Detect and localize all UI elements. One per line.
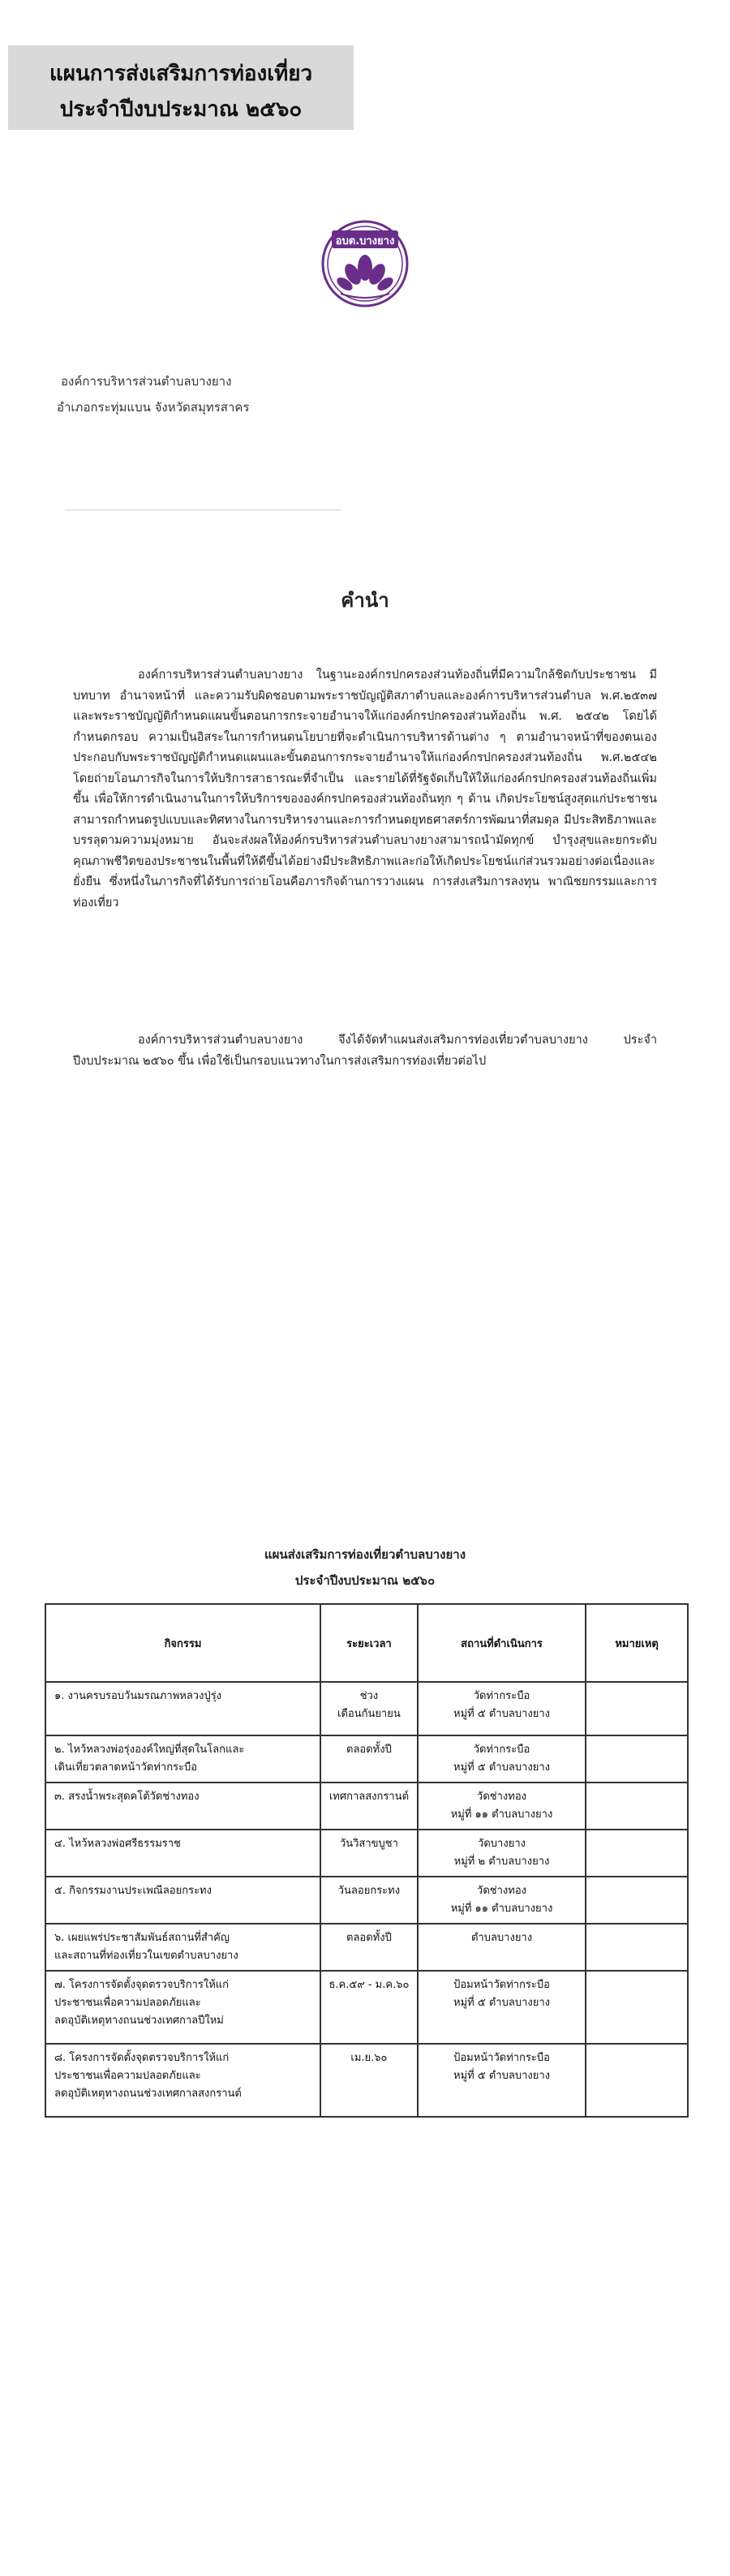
cell-activity-line: ลดอุบัติเหตุทางถนนช่วงเทศกาลสงกรานต์ [54, 2088, 242, 2100]
foreword-paragraph-1 [73, 665, 657, 914]
cell-activity [45, 1924, 320, 1971]
plan-table [45, 1603, 689, 2118]
cell-note [586, 1682, 688, 1735]
cell-activity [45, 1735, 320, 1783]
plan-title: แผนส่งเสริมการท่องเที่ยวตำบลบางยาง [264, 1547, 466, 1562]
cell-activity-line: ๕. กิจกรรมงานประเพณีลอยกระทง [54, 1885, 212, 1897]
cell-period-line: เม.ย.๖๐ [350, 2052, 388, 2064]
cell-activity [45, 1971, 320, 2044]
cell-period-line: ธ.ค.๕๙ - ม.ค.๖๐ [328, 1979, 410, 1991]
table-row [45, 1830, 688, 1877]
cell-place [418, 1682, 586, 1735]
cell-activity [45, 1830, 320, 1877]
cell-note [586, 1971, 688, 2044]
cell-period-line: เดือนกันยายน [337, 1708, 401, 1720]
cell-activity [45, 1877, 320, 1924]
cell-activity-line: ลดอุบัติเหตุทางถนนช่วงเทศกาลปีใหม่ [54, 2015, 224, 2027]
foreword-paragraph-1-text: องค์การบริหารส่วนตำบลบางยาง ในฐานะองค์กรปกครองส่วนท้องถิ่นที่มีความใกล้ชิดกับประชาชน มีบทบาท อำนาจหน้าที่ และความรับผิดชอบตามพระราชบัญญัติสภาตำบลและองค์การบริหารส่วนตำบล พ.ศ.๒๕๓๗ และพระราชบัญญัติกำหนดแผนขั้นตอนการกระจายอำนาจให้แก่องค์กรปกครองส่วนท้องถิ่น พ.ศ. ๒๕๔๒ โดยได้กำหนดกรอบ ความเป็นอิสระในการกำหนดนโยบายที่จะดำเนินการบริหารด้านต่าง ๆ ตามอำนาจหน้าที่ของตนเองประกอบกับพระราชบัญญัติกำหนดแผนและขั้นตอนการกระจายอำนาจให้แก่องค์กรปกครองส่วนท้องถิ่น พ.ศ.๒๕๔๒ โดยถ่ายโอนภารกิจในการให้บริการสาธารณะที่จำเป็น และรายได้ที่รัฐจัดเก็บให้ให้แก่องค์กรปกครองส่วนท้องถิ่นเพิ่มขึ้น เพื่อให้การดำเนินงานในการให้บริการขององค์กรปกครองส่วนท้องถิ่นทุก ๆ ด้าน เกิดประโยชน์สูงสุดแก่ประชาชน สามารถกำหนดรูปแบบและทิศทางในการบริหารงานและการกำหนดยุทธศาสตร์การพัฒนาที่สมดุล มีประสิทธิภาพและบรรลุตามความมุ่งหมาย อันจะส่งผลให้องค์กรบริหารส่วนตำบลบางยางสามารถนำมัดทุกข์ บำรุงสุขและยกระดับคุณภาพชีวิตของประชาชนในพื้นที่ให้ดีขึ้นได้อย่างมีประสิทธิภาพและก่อให้เกิดประโยชน์แก่ส่วนรวมอย่างต่อเนื่องและยั่งยืน ซึ่งหนึ่งในภารกิจที่ได้รับการถ่ายโอนคือภารกิจด้านการวางแผน การส่งเสริมการลงทุน พาณิชยกรรมและการท่องเที่ยว [73, 669, 657, 910]
foreword-title: คำนำ [341, 588, 389, 612]
cell-activity-line: ๓. สรงน้ำพระสุดคโต้วัดช่างทอง [54, 1791, 200, 1803]
cell-period-line: วันลอยกระทง [337, 1885, 401, 1897]
cell-place [418, 1735, 586, 1783]
cell-place-line: วัดท่ากระบือ [473, 1744, 530, 1756]
cell-period [320, 1971, 418, 2044]
plan-table-header-row [45, 1604, 688, 1682]
cell-place [418, 2044, 586, 2117]
cell-place [418, 1783, 586, 1830]
cell-period [320, 1735, 418, 1783]
cell-activity [45, 1783, 320, 1830]
foreword-paragraph-2-text: องค์การบริหารส่วนตำบลบางยาง จึงได้จัดทำแผนส่งเสริมการท่องเที่ยวตำบลบางยาง ประจำปีงบประมาณ ๒๕๖๐ ขึ้น เพื่อใช้เป็นกรอบแนวทางในการส่งเสริมการท่องเที่ยวต่อไป [73, 1034, 657, 1068]
table-row [45, 1924, 688, 1971]
cell-place-line: ป้อมหน้าวัดท่ากระบือ [453, 2052, 550, 2064]
cell-activity [45, 2044, 320, 2117]
table-row [45, 1735, 688, 1783]
cell-period [320, 1877, 418, 1924]
cell-period-line: เทศกาลสงกรานต์ [328, 1791, 410, 1803]
table-row [45, 1971, 688, 2044]
header-period: ระยะเวลา [320, 1604, 418, 1682]
cell-note [586, 1735, 688, 1783]
cell-place-line: หมู่ที่ ๕ ตำบลบางยาง [453, 1708, 550, 1720]
cell-place-line: หมู่ที่ ๒ ตำบลบางยาง [453, 1856, 550, 1868]
foreword-paragraph-2 [73, 1030, 657, 1072]
table-row [45, 2044, 688, 2117]
cell-place [418, 1924, 586, 1971]
cell-period-line: ตลอดทั้งปี [346, 1744, 392, 1756]
cell-period [320, 2044, 418, 2117]
cell-place-line: ป้อมหน้าวัดท่ากระบือ [453, 1979, 550, 1991]
header-activity: กิจกรรม [45, 1604, 320, 1682]
cell-activity-line: ๖. เผยแพร่ประชาสัมพันธ์สถานที่สำคัญ [54, 1932, 230, 1944]
cell-place-line: วัดบางยาง [478, 1838, 526, 1850]
organization-logo-icon [320, 219, 410, 308]
cell-place [418, 1877, 586, 1924]
org-name: องค์การบริหารส่วนตำบลบางยาง [61, 374, 232, 389]
cell-activity-line: เดินเที่ยวตลาดหน้าวัดท่ากระบือ [54, 1761, 198, 1774]
title-banner [8, 45, 354, 130]
cell-activity-line: ๒. ไหว้หลวงพ่อรุ่งองค์ใหญ่ที่สุดในโลกและ [54, 1744, 245, 1756]
cell-activity-line: ๘. โครงการจัดตั้งจุดตรวจบริการให้แก่ [54, 2052, 230, 2064]
cell-place-line: วัดท่ากระบือ [473, 1690, 530, 1702]
table-row [45, 1783, 688, 1830]
logo-text: อบต.บางยาง [335, 235, 395, 247]
cell-activity-line: และสถานที่ท่องเที่ยวในเขตตำบลบางยาง [54, 1950, 238, 1962]
cell-period [320, 1830, 418, 1877]
cell-activity-line: ๗. โครงการจัดตั้งจุดตรวจบริการให้แก่ [54, 1979, 230, 1991]
header-note: หมายเหตุ [586, 1604, 688, 1682]
cell-note [586, 2044, 688, 2117]
cell-note [586, 1877, 688, 1924]
cell-note [586, 1830, 688, 1877]
cell-activity-line: ประชาชนเพื่อความปลอดภัยและ [54, 2070, 201, 2082]
cell-note [586, 1783, 688, 1830]
cell-place-line: หมู่ที่ ๕ ตำบลบางยาง [453, 1761, 550, 1774]
banner-title-line1: แผนการส่งเสริมการท่องเที่ยว [49, 62, 313, 86]
cell-activity [45, 1682, 320, 1735]
org-location: อำเภอกระทุ่มแบน จังหวัดสมุทรสาคร [57, 400, 250, 415]
cell-place [418, 1971, 586, 2044]
banner-title-line2: ประจำปีงบประมาณ ๒๕๖๐ [59, 97, 303, 122]
cell-place-line: หมู่ที่ ๕ ตำบลบางยาง [453, 2070, 550, 2082]
cell-place [418, 1830, 586, 1877]
cell-period [320, 1682, 418, 1735]
cell-place-line: หมู่ที่ ๕ ตำบลบางยาง [453, 1997, 550, 2009]
cell-period-line: ตลอดทั้งปี [346, 1932, 392, 1944]
cell-place-line: ตำบลบางยาง [470, 1932, 533, 1944]
cell-place-line: วัดช่างทอง [477, 1791, 526, 1803]
cell-period [320, 1924, 418, 1971]
cell-activity-line: ๔. ไหว้หลวงพ่อศรีธรรมราช [54, 1838, 181, 1850]
cell-note [586, 1924, 688, 1971]
cell-activity-line: ประชาชนเพื่อความปลอดภัยและ [54, 1997, 201, 2009]
table-row [45, 1877, 688, 1924]
cell-period-line: วันวิสาขบูชา [339, 1838, 398, 1850]
cell-period [320, 1783, 418, 1830]
cell-place-line: วัดช่างทอง [477, 1885, 526, 1897]
cell-activity-line: ๑. งานครบรอบวันมรณภาพหลวงปู่รุ่ง [54, 1690, 222, 1702]
cell-period-line: ช่วง [359, 1690, 379, 1702]
header-place: สถานที่ดำเนินการ [418, 1604, 586, 1682]
cell-place-line: หมู่ที่ ๑๑ ตำบลบางยาง [450, 1808, 553, 1821]
plan-subtitle: ประจำปีงบประมาณ ๒๕๖๐ [294, 1573, 436, 1588]
table-row [45, 1682, 688, 1735]
cell-place-line: หมู่ที่ ๑๑ ตำบลบางยาง [450, 1903, 553, 1915]
